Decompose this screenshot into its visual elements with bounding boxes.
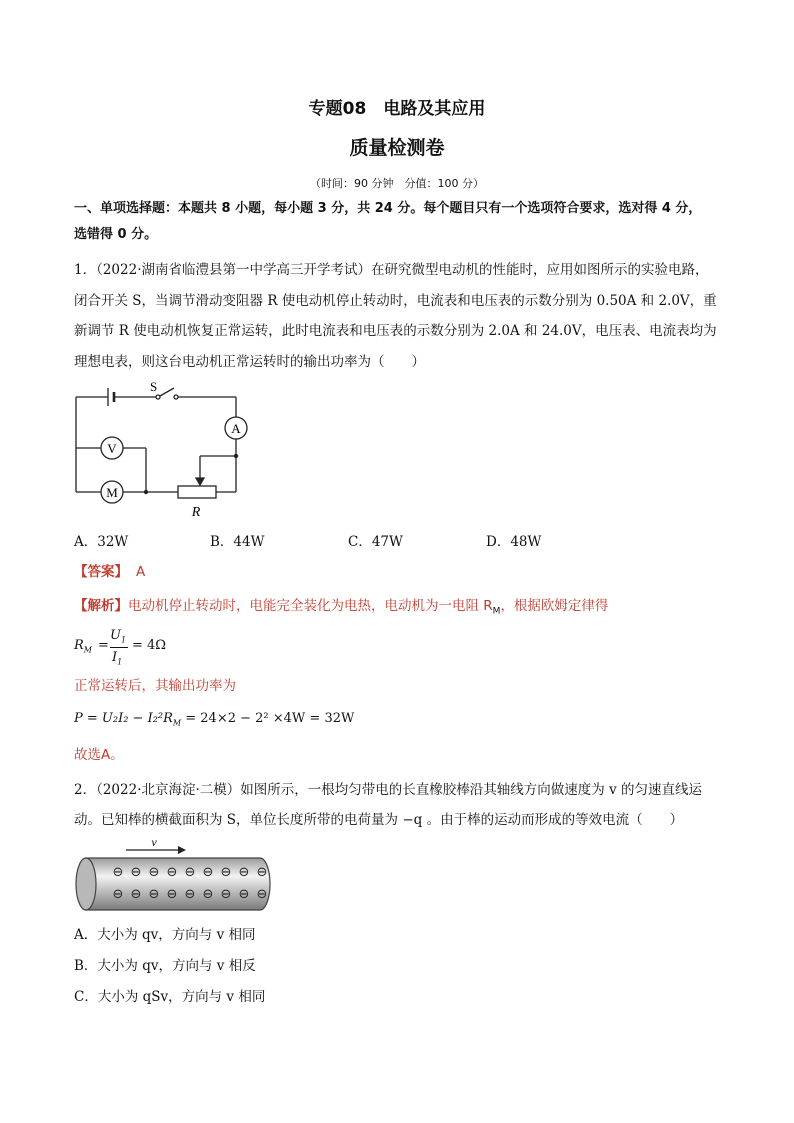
- q2-line1: 2．（2022·北京海淀·二模）如图所示，一根均匀带电的长直橡胶棒沿其轴线方向做速度为 v 的匀速直线运: [74, 782, 702, 798]
- q1-line3: 新调节 R 使电动机恢复正常运转，此时电流表和电压表的示数分别为 2.0A 和 24.0V，电压表、电流表均为: [74, 323, 717, 339]
- charge-symbol: ⊖: [148, 887, 160, 902]
- q1-line1: 1．（2022·湖南省临澧县第一中学高三开学考试）在研究微型电动机的性能时，应用如图所示的实验电路，: [74, 262, 709, 278]
- voltmeter-label: V: [107, 441, 117, 456]
- charge-symbol: ⊖: [238, 887, 250, 902]
- charge-symbol: ⊖: [112, 865, 124, 880]
- q1-option-d: D．48W: [486, 534, 542, 550]
- q1-line4: 理想电表，则这台电动机正常运转时的输出功率为（ ）: [74, 354, 425, 370]
- q1-conclusion: 故选A。: [74, 747, 124, 763]
- charge-symbol: ⊖: [130, 887, 142, 902]
- circuit-diagram: [70, 380, 260, 520]
- f1-lhs: R: [74, 638, 84, 653]
- charge-symbol: ⊖: [202, 865, 214, 880]
- charge-symbol: ⊖: [130, 865, 142, 880]
- f1-lhs-sub: M: [83, 645, 92, 655]
- q1-option-c: C．47W: [348, 534, 403, 550]
- q1-analysis-line2: 正常运转后，其输出功率为: [74, 678, 236, 694]
- f1-rhs: = 4Ω: [132, 638, 167, 653]
- q1-answer: [74, 562, 724, 582]
- charge-symbol: ⊖: [112, 887, 124, 902]
- formula-power: [74, 711, 354, 728]
- charge-symbol: ⊖: [238, 865, 250, 880]
- q1-option-a: A．32W: [74, 534, 129, 550]
- q2-option-b: B．大小为 qv，方向与 v 相反: [74, 958, 256, 974]
- answer-tag: 【答案】: [74, 564, 128, 580]
- f1-den-sub: 1: [117, 657, 123, 667]
- charged-rod-diagram: [74, 836, 274, 918]
- f1-num: U: [110, 628, 121, 643]
- motor-label: M: [106, 485, 118, 500]
- f2-main: P = U₂I₂ − I₂²R: [74, 711, 173, 726]
- analysis-text: 电动机停止转动时，电能完全装化为电热，电动机为一电阻 R: [128, 598, 493, 614]
- f1-num-sub: 1: [120, 635, 127, 645]
- analysis-sub: M: [492, 606, 501, 617]
- f1-den: I: [112, 650, 118, 665]
- charge-symbol: ⊖: [184, 887, 196, 902]
- analysis-tail: ，根据欧姆定律得: [500, 598, 609, 614]
- charge-symbol: ⊖: [166, 887, 178, 902]
- q1-line2: 闭合开关 S，当调节滑动变阻器 R 使电动机停止转动时，电流表和电压表的示数分别为 0.50A 和 2.0V，重: [74, 293, 717, 309]
- charge-symbol: ⊖: [220, 887, 232, 902]
- switch-label: S: [150, 379, 158, 394]
- answer-value: A: [136, 564, 146, 580]
- f2-sub: M: [172, 718, 182, 728]
- section-instruction-line2: 选错得 0 分。: [74, 227, 158, 242]
- charge-symbol: ⊖: [202, 887, 214, 902]
- q2-line2: 动。已知棒的横截面积为 S，单位长度所带的电荷量为 −q 。由于棒的运动而形成的等效电流（ ）: [74, 812, 684, 828]
- f2-rhs: = 24×2 − 2² ×4W = 32W: [181, 711, 355, 726]
- charge-symbol: ⊖: [256, 887, 268, 902]
- charge-symbol: ⊖: [256, 865, 268, 880]
- document-page: 专题08 电路及其应用 质量检测卷 （时间：90 分钟 分值：100 分） 一、单项选择题：本题共 8 小题，每小题 3 分，共 24 分。每个题目只有一个选项符合要求，选对得 4 分， 选错得 0 分。 1．（2022·湖南省临澧县第一中学高三开学考试）在研究微型电动机的性能时，应用如图所示的实验电路， 闭合开关 S，当调节滑动变阻器 R 使电动机停止转动时，电流表和电压表的示数分别为 0.50A 和 2.0V，重 新调节 R 使电动机恢复正常运转，此时电流表和电压表的示数分别为 2.0A 和 24.0V，电压表、电流表均为 理想电表，则这台电动机正常运转时的输出功率为（ ） S A V M R A．32W B．44W C．47W D．48W 【答案】 A 【解析】电动机停止转动时，电能完全装化为电热，电动机为一电阻 $R_M$，根据欧姆定律得 $R_M$ = $U_1$ $I_1$ = 4Ω 正常运转后，其输出功率为 $P = U_2I_2 - I_2^2R_M = 24\times 2 - 2^2 \times 4W = 32W$ 故选A。 2．（2022·北京海淀·二模）如图所示，一根均匀带电的长直橡胶棒沿其轴线方向做速度为 v 的匀速直线运 动。已知棒的横截面积为 S，单位长度所带的电荷量为 −q 。由于棒的运动而形成的等效电流（ ） v ⊖ ⊖ ⊖ ⊖ ⊖ ⊖ ⊖ ⊖ ⊖ ⊖ ⊖ ⊖ ⊖ ⊖ ⊖ ⊖ ⊖ ⊖ A．大小为 qv，方向与 v 相同 B．大小为 qv，方向与 v 相反 C．大小为 qSv，方向与 v 相同: [0, 0, 794, 1123]
- q2-option-c: C．大小为 qSv，方向与 v 相同: [74, 989, 266, 1005]
- charge-symbol: ⊖: [148, 865, 160, 880]
- q1-option-b: B．44W: [210, 534, 265, 550]
- charge-symbol: ⊖: [184, 865, 196, 880]
- topic-title: 专题08 电路及其应用: [308, 99, 486, 119]
- ammeter-label: A: [231, 421, 241, 436]
- section-instruction-line1: 一、单项选择题：本题共 8 小题，每小题 3 分，共 24 分。每个题目只有一个选项符合要求，选对得 4 分，: [74, 201, 702, 216]
- exam-meta: （时间：90 分钟 分值：100 分）: [310, 177, 484, 190]
- exam-subtitle: 质量检测卷: [349, 137, 445, 159]
- resistor-label: R: [191, 505, 201, 520]
- q2-option-a: A．大小为 qv，方向与 v 相同: [74, 927, 256, 943]
- q1-analysis-line1: [74, 596, 724, 622]
- velocity-label: v: [151, 835, 157, 849]
- analysis-tag: 【解析】: [74, 598, 128, 614]
- charge-symbol: ⊖: [166, 865, 178, 880]
- charge-symbol: ⊖: [220, 865, 232, 880]
